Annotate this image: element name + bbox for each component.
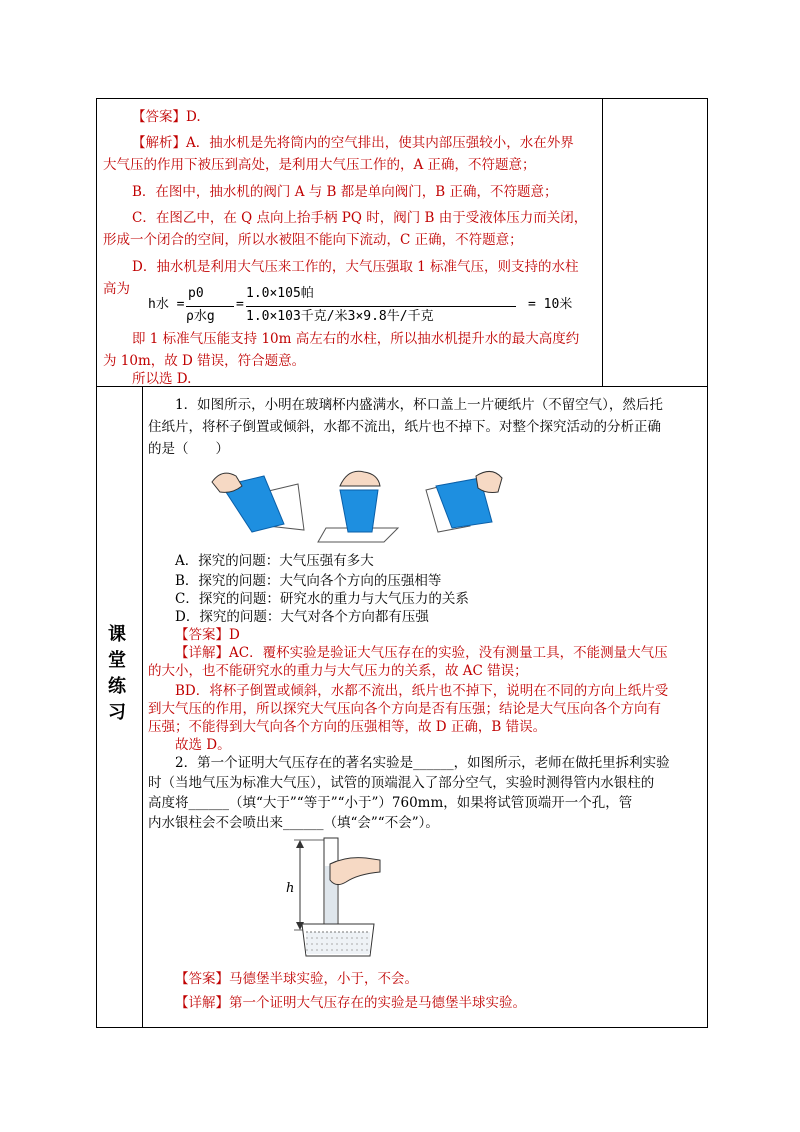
question-2-stem: 内水银柱会不会喷出来______（填“会”“不会”）。 [148,815,439,831]
question-1-answer: 【答案】D [175,627,240,643]
inverted-cup-figure [208,468,518,548]
option-c: C．探究的问题：研究水的重力与大气压力的关系 [175,591,469,607]
analysis-line: D．抽水机是利用大气压来工作的，大气压强取 1 标准气压，则支持的水柱 [132,259,579,275]
question-1-stem: 1．如图所示，小明在玻璃杯内盛满水，杯口盖上一片硬纸片（不留空气），然后托 [175,397,663,413]
tilted-cup-right [426,471,502,532]
height-label: h [286,881,295,896]
analysis-line: 高为 [103,281,130,297]
option-b: B．探究的问题：大气向各个方向的压强相等 [175,573,442,589]
question-2-stem: 高度将______（填“大于”“等于”“小于”）760mm，如果将试管顶端开一个孔，管 [148,795,633,811]
analysis-line: 【解析】A．抽水机是先将筒内的空气排出，使其内部压强较小，水在外界 [132,135,574,151]
column-divider-left [142,386,143,1028]
answer-line: 【答案】D. [132,109,201,125]
option-a: A．探究的问题：大气压强有多大 [175,553,374,569]
conclusion-line: 为 10m，故 D 错误，符合题意。 [103,353,306,369]
question-2-detail: 【详解】第一个证明大气压存在的实验是马德堡半球实验。 [175,995,526,1011]
question-1-detail: 【详解】AC．覆杯实验是验证大气压存在的实验，没有测量工具，不能测量大气压 [175,645,668,661]
question-2-stem: 2．第一个证明大气压存在的著名实验是______，如图所示，老师在做托里拆利实验 [175,755,670,771]
question-1-stem: 住纸片，将杯子倒置或倾斜，水都不流出，纸片也不掉下。对整个探究活动的分析正确 [148,419,661,435]
question-1-detail: 到大气压的作用，所以探究大气压向各个方向是否有压强；结论是大气压向各个方向有 [148,701,661,717]
analysis-line: 形成一个闭合的空间，所以水被阻不能向下流动，C 正确，不符题意； [103,232,523,248]
tilted-cup-left [212,473,304,532]
question-1-detail: 压强；不能得到大气向各个方向的压强相等，故 D 正确，B 错误。 [148,719,547,735]
question-1-detail: 的大小，也不能研究水的重力与大气压力的关系，故 AC 错误； [148,663,528,679]
analysis-line: C．在图乙中，在 Q 点向上抬手柄 PQ 时，阀门 B 由于受液体压力而关闭， [132,210,588,226]
question-1-detail: BD．将杯子倒置或倾斜，水都不流出，纸片也不掉下，说明在不同的方向上纸片受 [175,683,669,699]
torricelli-figure [284,836,384,960]
question-2-stem: 时（当地气压为标准大气压），试管的顶端混入了部分空气，实验时测得管内水银柱的 [148,775,655,791]
question-1-stem: 的是（ ） [148,441,229,457]
inverted-cup-center [318,471,398,542]
conclusion-line: 即 1 标准气压能支持 10m 高左右的水柱，所以抽水机提升水的最大高度约 [132,331,580,347]
final-answer: 所以选 D. [132,371,192,387]
analysis-line: B．在图中，抽水机的阀门 A 与 B 都是单向阀门，B 正确，不符题意； [132,184,558,200]
option-d: D．探究的问题：大气对各个方向都有压强 [175,609,429,625]
question-1-detail: 故选 D。 [175,737,231,753]
analysis-line: 大气压的作用下被压到高处，是利用大气压工作的，A 正确，不符题意； [103,157,536,173]
column-divider-right [602,98,603,386]
section-label-classroom-practice: 课 堂 练 习 [108,624,126,723]
question-2-answer: 【答案】马德堡半球实验，小于，不会。 [175,971,418,987]
